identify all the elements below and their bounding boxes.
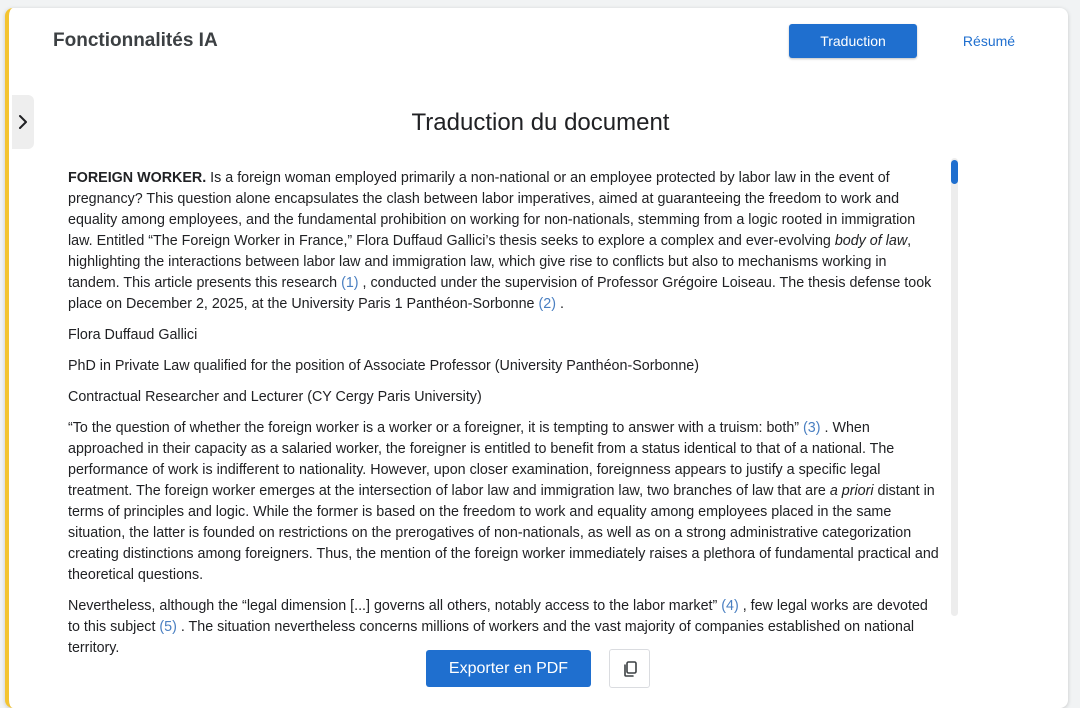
ai-features-panel <box>5 8 1068 708</box>
tab-resume[interactable]: Résumé <box>939 24 1039 58</box>
paragraph-text: body of law <box>834 233 908 249</box>
footnote-reference-link[interactable]: (2) <box>538 296 556 312</box>
paragraph-text: . The situation nevertheless concerns millions of workers and the vast majority of companies established on national territory. <box>68 619 915 656</box>
paragraph-text: a priori <box>829 483 874 499</box>
tab-traduction[interactable]: Traduction <box>789 24 917 58</box>
export-pdf-button[interactable]: Exporter en PDF <box>426 650 591 687</box>
document-content <box>68 168 940 656</box>
document-paragraph <box>68 356 940 377</box>
scrollbar[interactable] <box>951 158 958 616</box>
paragraph-text: , conducted under the supervision of Professor Grégoire Loiseau. The thesis defense took place on December 2, 2025, at the University Paris 1 Panthéon-Sorbonne <box>68 275 932 312</box>
document-paragraph <box>68 387 940 408</box>
footnote-reference-link[interactable]: (4) <box>721 598 739 614</box>
document-paragraph <box>68 325 940 346</box>
paragraph-text: Flora Duffaud Gallici <box>68 327 198 343</box>
paragraph-text: , highlighting the interactions between labor law and immigration law, which give rise to conflicts but also to mechanisms working in tandem. This article presents this research <box>68 233 912 291</box>
paragraph-text: distant in terms of principles and logic. While the former is based on the freedom to work and equality among employees placed in the same situation, the latter is founded on restrictions on the prerogatives of non-nationals, as well as on a strong administrative categorization creating distinctions among foreigners. Thus, the mention of the foreign worker immediately raises a plethora of fundamental practical and theoretical questions. <box>68 483 939 583</box>
panel-title: Fonctionnalités IA <box>53 30 218 51</box>
paragraph-text: Nevertheless, although the “legal dimension [...] governs all others, notably access to the labor market” <box>68 598 722 614</box>
document-title: Traduction du document <box>411 109 670 136</box>
paragraph-text: . When approached in their capacity as a salaried worker, the foreigner is entitled to benefit from a status identical to that of a national. The performance of work is indifferent to nationality. However, upon closer examination, foreignness appears to justify a specific legal treatment. The foreign worker emerges at the intersection of labor law and immigration law, two branches of law that are <box>68 420 895 499</box>
paragraph-text: “To the question of whether the foreign worker is a worker or a foreigner, it is tempting to answer with a truism: both” <box>68 420 804 436</box>
footnote-reference-link[interactable]: (5) <box>159 619 177 635</box>
paragraph-text: , few legal works are devoted to this subject <box>68 598 928 635</box>
scrollbar-thumb[interactable] <box>951 160 958 184</box>
paragraph-text: . <box>555 296 564 312</box>
footnote-reference-link[interactable]: (1) <box>341 275 359 291</box>
paragraph-text: Contractual Researcher and Lecturer (CY Cergy Paris University) <box>68 389 482 405</box>
document-paragraph <box>68 168 940 315</box>
paragraph-text: PhD in Private Law qualified for the position of Associate Professor (University Panthéon-Sorbonne) <box>68 358 699 374</box>
copy-button[interactable] <box>609 649 650 688</box>
paragraph-text: Is a foreign woman employed primarily a non-national or an employee protected by labor law in the event of pregnancy? This question alone encapsulates the clash between labor imperatives, aimed at guaranteeing the freedom to work and equality among employees, and the fundamental prohibition on working for non-nationals, stemming from a logic rooted in immigration law. Entitled “The Foreign Worker in France,” Flora Duffaud Gallici’s thesis seeks to explore a complex and ever-evolving <box>68 170 916 249</box>
copy-icon <box>621 660 639 678</box>
paragraph-text: FOREIGN WORKER. <box>68 170 207 186</box>
document-paragraph <box>68 418 940 586</box>
footnote-reference-link[interactable]: (3) <box>803 420 821 436</box>
